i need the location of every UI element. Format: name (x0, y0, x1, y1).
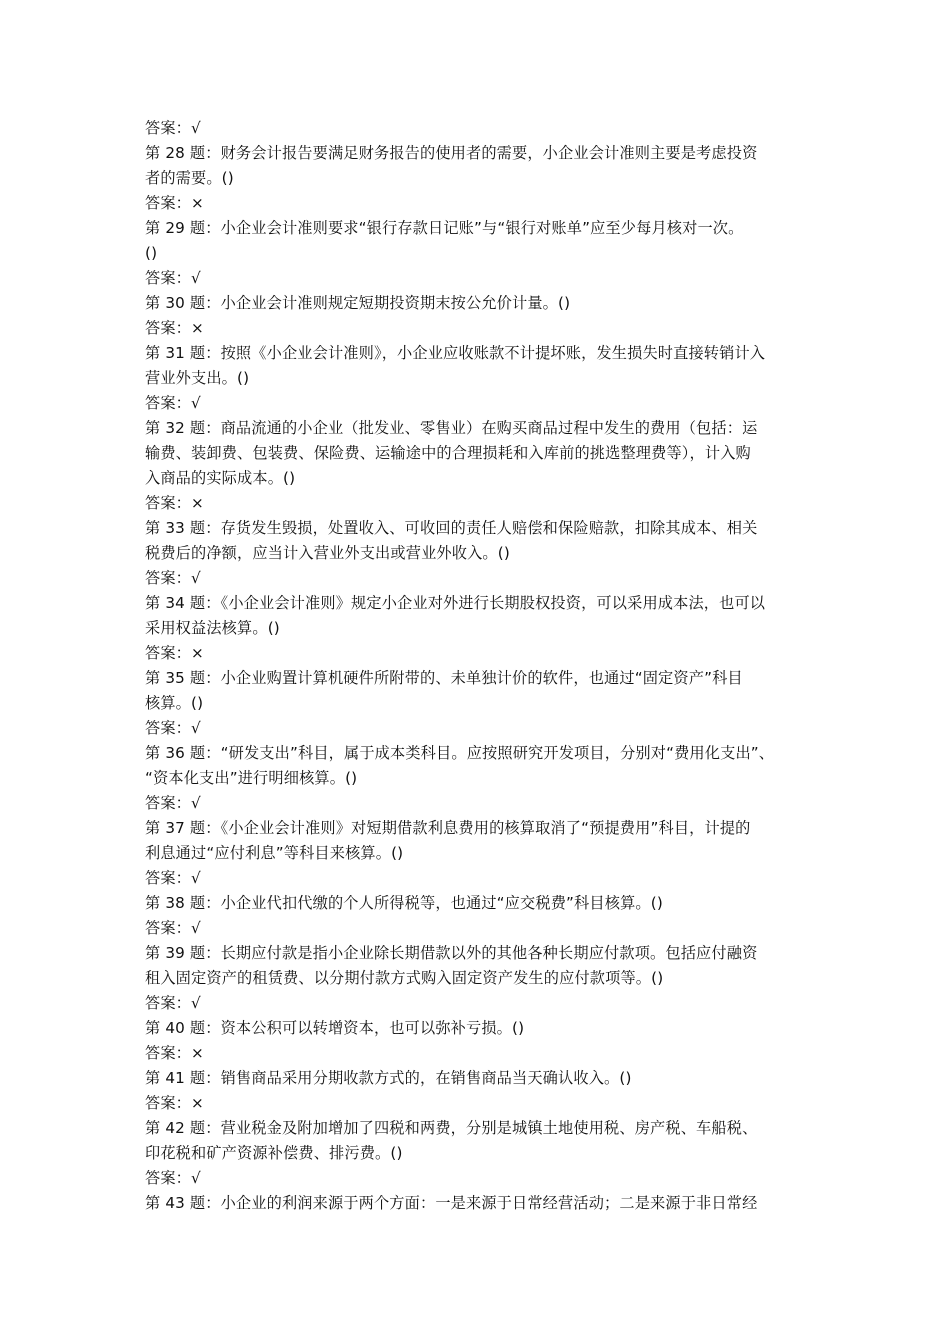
question-line: 第 32 题：商品流通的小企业（批发业、零售业）在购买商品过程中发生的费用（包括：运 (145, 419, 758, 437)
question-line: 印花税和矿产资源补偿费、排污费。() (145, 1144, 403, 1162)
question-line: 第 31 题：按照《小企业会计准则》，小企业应收账款不计提坏账，发生损失时直接转销计入 (145, 344, 766, 362)
question-line: 入商品的实际成本。() (145, 469, 296, 487)
question-line: 者的需要。() (145, 169, 234, 187)
question-line: 第 38 题：小企业代扣代缴的个人所得税等，也通过“应交税费”科目核算。() (145, 894, 663, 912)
question-line: 核算。() (145, 694, 204, 712)
question-line: 第 33 题：存货发生毁损，处置收入、可收回的责任人赔偿和保险赔款，扣除其成本、相关 (145, 519, 758, 537)
question-line: 第 42 题：营业税金及附加增加了四税和两费，分别是城镇土地使用税、房产税、车船税、 (145, 1119, 758, 1137)
question-line: 税费后的净额，应当计入营业外支出或营业外收入。() (145, 544, 510, 562)
answer-line: 答案：× (145, 194, 204, 212)
answer-line: 答案：× (145, 644, 204, 662)
answer-line: 答案：× (145, 1044, 204, 1062)
answer-line: 答案：× (145, 494, 204, 512)
answer-line: 答案：√ (145, 119, 201, 137)
answer-line: 答案：× (145, 319, 204, 337)
question-line: 营业外支出。() (145, 369, 250, 387)
question-line: 第 37 题：《小企业会计准则》对短期借款利息费用的核算取消了“预提费用”科目，计提的 (145, 819, 751, 837)
answer-line: 答案：√ (145, 994, 201, 1012)
answer-line: 答案：√ (145, 869, 201, 887)
answer-line: 答案：√ (145, 919, 201, 937)
question-line: 第 35 题：小企业购置计算机硬件所附带的、未单独计价的软件，也通过“固定资产”科目 (145, 669, 743, 687)
question-line: 第 40 题：资本公积可以转增资本，也可以弥补亏损。() (145, 1019, 525, 1037)
question-line: 第 43 题：小企业的利润来源于两个方面：一是来源于日常经营活动；二是来源于非日常经 (145, 1194, 758, 1212)
question-line: 第 34 题：《小企业会计准则》规定小企业对外进行长期股权投资，可以采用成本法，也可以 (145, 594, 766, 612)
question-line: 第 28 题：财务会计报告要满足财务报告的使用者的需要，小企业会计准则主要是考虑投资 (145, 144, 758, 162)
question-line: 采用权益法核算。() (145, 619, 280, 637)
answer-line: 答案：√ (145, 794, 201, 812)
answer-line: 答案：× (145, 1094, 204, 1112)
answer-line: 答案：√ (145, 719, 201, 737)
question-line: 租入固定资产的租赁费、以分期付款方式购入固定资产发生的应付款项等。() (145, 969, 664, 987)
answer-line: 答案：√ (145, 1169, 201, 1187)
question-line: 第 30 题：小企业会计准则规定短期投资期末按公允价计量。() (145, 294, 571, 312)
answer-line: 答案：√ (145, 394, 201, 412)
answer-line: 答案：√ (145, 569, 201, 587)
question-line: () (145, 244, 158, 262)
answer-line: 答案：√ (145, 269, 201, 287)
question-line: 第 29 题：小企业会计准则要求“银行存款日记账”与“银行对账单”应至少每月核对一次。 (145, 219, 744, 237)
question-line: 第 39 题：长期应付款是指小企业除长期借款以外的其他各种长期应付款项。包括应付融资 (145, 944, 758, 962)
question-line: 第 41 题：销售商品采用分期收款方式的，在销售商品当天确认收入。() (145, 1069, 632, 1087)
question-line: “资本化支出”进行明细核算。() (145, 769, 358, 787)
question-line: 第 36 题：“研发支出”科目，属于成本类科目。应按照研究开发项目，分别对“费用化支出”、 (145, 744, 775, 762)
document-body (145, 116, 809, 1216)
question-line: 利息通过“应付利息”等科目来核算。() (145, 844, 404, 862)
question-line: 输费、装卸费、包装费、保险费、运输途中的合理损耗和入库前的挑选整理费等），计入购 (145, 444, 751, 462)
